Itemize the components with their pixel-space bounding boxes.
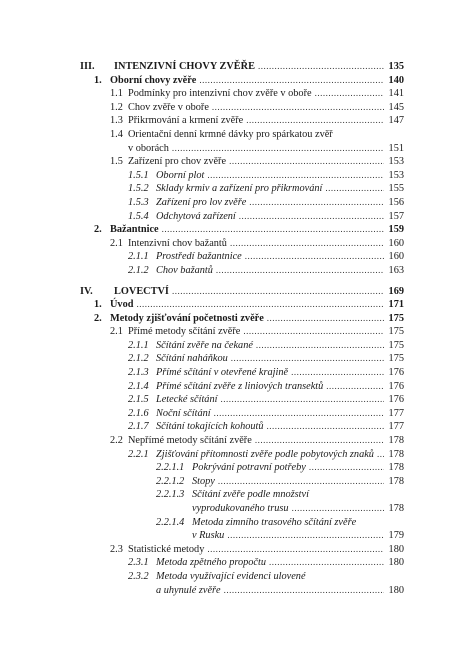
toc-entry-number: 2.2.1.3 (156, 489, 185, 501)
dot-leader (207, 543, 384, 557)
toc-entry[interactable] (80, 516, 404, 530)
dot-leader (214, 407, 384, 421)
toc-entry[interactable] (80, 237, 404, 251)
toc-entry-continuation (80, 502, 404, 516)
toc-page-number: 178 (388, 462, 404, 474)
toc-entry[interactable] (80, 420, 404, 434)
toc-entry-number: 1.5.1 (128, 169, 149, 181)
toc-entry[interactable] (80, 169, 404, 183)
toc-entry-number: 2.1.4 (128, 380, 149, 392)
toc-entry-title-continued: v oborách (128, 142, 169, 154)
dot-leader (229, 155, 384, 169)
toc-entry-number: 2.2.1.1 (156, 462, 185, 474)
toc-entry[interactable] (80, 264, 404, 278)
toc-entry[interactable] (80, 182, 404, 196)
toc-page-number: 159 (388, 224, 404, 236)
toc-entry-number: 1.1 (110, 88, 123, 100)
toc-entry-title-continued: vyprodukovaného trusu (192, 503, 289, 514)
toc-entry[interactable] (80, 285, 404, 299)
toc-entry-title: Metody zjišťování početnosti zvěře (110, 312, 264, 324)
toc-entry-number: III. (80, 61, 95, 72)
toc-entry-number: 2.2.1.2 (156, 475, 185, 487)
toc-entry-title: Sčítání zvěře podle množství (192, 489, 309, 501)
toc-entry-title: Pokrývání potravní potřeby (192, 462, 306, 474)
toc-entry-title: Podmínky pro intenzivní chov zvěře v oboře (128, 88, 312, 100)
toc-page-number: 176 (388, 380, 404, 392)
dot-leader (267, 312, 384, 326)
toc-entry-number: 1.5.4 (128, 210, 149, 222)
toc-page-number: 169 (388, 285, 404, 297)
dot-leader (220, 393, 384, 407)
dot-leader (172, 142, 384, 156)
toc-entry[interactable] (80, 223, 404, 237)
toc-page-number: 176 (388, 367, 404, 379)
toc-entry[interactable] (80, 128, 404, 142)
toc-entry-title: Letecké sčítání (156, 394, 218, 406)
toc-entry-number: IV. (80, 285, 93, 297)
toc-entry[interactable] (80, 155, 404, 169)
toc-page-number: 160 (388, 237, 404, 249)
toc-entry-number: 2. (94, 224, 102, 236)
toc-entry-title-continued: v Rusku (192, 530, 225, 542)
dot-leader (162, 223, 384, 237)
toc-entry-title: Přímé metody sčítání zvěře (128, 326, 241, 338)
toc-page-number: 163 (388, 264, 404, 276)
toc-entry[interactable] (80, 475, 404, 489)
toc-entry-number: 1.5 (110, 156, 123, 168)
toc-page-number: 151 (388, 142, 404, 154)
toc-entry-number: 2.1 (110, 326, 123, 338)
toc-entry-title: Sčítání tokajících kohoutů (156, 421, 264, 433)
dot-leader (224, 584, 384, 598)
toc-entry-number: 2.1.2 (128, 353, 149, 365)
toc-entry[interactable] (80, 325, 404, 339)
toc-entry-title: Zjišťování přítomnosti zvěře podle pobytových znaků (156, 448, 374, 460)
toc-page-number: 147 (388, 115, 404, 127)
toc-entry-title: Noční sčítání (156, 407, 211, 419)
dot-leader (258, 60, 384, 74)
toc-entry-title: Prostředí bažantnice (156, 251, 242, 263)
toc-entry-title: Stopy (192, 475, 215, 487)
toc-entry-number: 2.1.1 (128, 339, 149, 351)
toc-entry[interactable] (80, 543, 404, 557)
toc-entry-title: Intenzivní chov bažantů (128, 237, 227, 249)
dot-leader (256, 339, 384, 353)
toc-entry-title: Metoda využívající evidenci ulovené (156, 570, 306, 582)
toc-entry-number: 2.1 (110, 237, 123, 249)
toc-entry[interactable] (80, 488, 404, 502)
toc-entry-title: Zařízení pro lov zvěře (156, 196, 247, 208)
toc-entry-title: Chov bažantů (156, 264, 213, 276)
dot-leader (267, 420, 384, 434)
toc-page-number: 178 (388, 448, 404, 460)
toc-entry[interactable] (80, 339, 404, 353)
toc-page-number: 177 (388, 421, 404, 433)
dot-leader (292, 502, 384, 516)
toc-entry[interactable] (80, 60, 404, 74)
toc-entry-number: 2.1.3 (128, 367, 149, 379)
toc-entry[interactable] (80, 196, 404, 210)
toc-entry-number: 2.1.7 (128, 421, 149, 433)
toc-entry[interactable] (80, 380, 404, 394)
toc-page-number: 171 (388, 299, 404, 311)
toc-page-number: 180 (388, 543, 404, 555)
toc-page-number: 175 (388, 312, 404, 324)
toc-entry-title: INTENZIVNÍ CHOVY ZVĚŘE (114, 61, 255, 72)
toc-page-number: 178 (388, 435, 404, 447)
toc-page-number: 145 (388, 101, 404, 113)
dot-leader (239, 210, 384, 224)
toc-entry[interactable] (80, 210, 404, 224)
toc-entry-title: Bažantnice (110, 224, 159, 236)
dot-leader (315, 87, 384, 101)
toc-entry-continuation (80, 529, 404, 543)
toc-entry-title: LOVECTVÍ (114, 285, 169, 297)
dot-leader (326, 380, 384, 394)
toc-entry[interactable] (80, 101, 404, 115)
toc-entry[interactable] (80, 461, 404, 475)
toc-entry-number: 2.1.2 (128, 264, 149, 276)
toc-page-number: 157 (388, 210, 404, 222)
dot-leader (245, 250, 384, 264)
toc-entry[interactable] (80, 366, 404, 380)
toc-page-number: 140 (388, 74, 404, 86)
dot-leader (218, 475, 384, 489)
dot-leader (377, 448, 384, 462)
table-of-contents (80, 60, 404, 597)
toc-entry[interactable] (80, 556, 404, 570)
toc-page-number: 180 (388, 557, 404, 569)
toc-entry-title: Sčítání zvěře na čekané (156, 339, 253, 351)
toc-entry-title: Sklady krmiv a zařízení pro přikrmování (156, 183, 323, 195)
toc-entry-title: Nepřímé metody sčítání zvěře (128, 435, 252, 447)
toc-page-number: 179 (388, 530, 404, 542)
dot-leader (249, 196, 384, 210)
toc-page-number: 178 (388, 503, 404, 514)
toc-entry[interactable] (80, 298, 404, 312)
toc-entry-title: Metoda zpětného propočtu (156, 557, 267, 569)
toc-entry-title: Zařízení pro chov zvěře (128, 156, 227, 168)
toc-entry-continuation (80, 142, 404, 156)
dot-leader (199, 74, 384, 88)
toc-entry[interactable] (80, 312, 404, 326)
toc-page-number: 141 (388, 88, 404, 100)
dot-leader (216, 264, 384, 278)
toc-page-number: 175 (388, 339, 404, 351)
toc-entry-number: 1.4 (110, 128, 123, 140)
toc-entry-title: Statistické metody (128, 543, 205, 555)
toc-entry-title: Přikrmování a krmení zvěře (128, 115, 244, 127)
toc-page-number: 176 (388, 394, 404, 406)
dot-leader (269, 556, 384, 570)
toc-entry-number: 2.3.2 (128, 570, 149, 582)
toc-entry[interactable] (80, 250, 404, 264)
toc-entry-title: Úvod (110, 299, 134, 311)
toc-entry[interactable] (80, 114, 404, 128)
dot-leader (291, 366, 384, 380)
toc-entry-title: Metoda zimního trasového sčítání zvěře (192, 516, 357, 528)
toc-entry-number: 2.2 (110, 435, 123, 447)
dot-leader (231, 352, 384, 366)
dot-leader (227, 529, 384, 543)
dot-leader (309, 461, 384, 475)
toc-entry-title: Chov zvěře v oboře (128, 101, 209, 113)
toc-page-number: 180 (388, 584, 404, 596)
toc-page-number: 156 (388, 196, 404, 208)
toc-page-number: 177 (388, 407, 404, 419)
toc-entry-number: 2.2.1.4 (156, 516, 185, 528)
dot-leader (243, 325, 384, 339)
toc-entry[interactable] (80, 352, 404, 366)
dot-leader (212, 101, 384, 115)
toc-entry-number: 1.5.2 (128, 183, 149, 195)
toc-page-number: 178 (388, 475, 404, 487)
toc-entry[interactable] (80, 393, 404, 407)
toc-entry-title-continued: a uhynulé zvěře (156, 584, 221, 596)
toc-entry-continuation (80, 584, 404, 598)
dot-leader (325, 182, 384, 196)
dot-leader (230, 237, 384, 251)
toc-entry-number: 2.3.1 (128, 557, 149, 569)
toc-entry-title: Přímé sčítání zvěře z liniových transektů (156, 380, 324, 392)
toc-entry[interactable] (80, 434, 404, 448)
toc-entry-number: 1.2 (110, 101, 123, 113)
toc-entry-number: 2.2.1 (128, 448, 149, 460)
toc-entry-number: 1.3 (110, 115, 123, 127)
toc-page-number: 153 (388, 169, 404, 181)
toc-entry-title: Oborní plot (156, 169, 205, 181)
toc-page-number: 160 (388, 251, 404, 263)
toc-entry[interactable] (80, 87, 404, 101)
toc-entry-title: Oborní chovy zvěře (110, 74, 197, 86)
toc-entry-number: 1.5.3 (128, 196, 149, 208)
toc-entry-number: 2. (94, 312, 102, 324)
toc-entry[interactable] (80, 570, 404, 584)
toc-entry-number: 2.1.6 (128, 407, 149, 419)
toc-entry[interactable] (80, 448, 404, 462)
toc-entry-number: 1. (94, 74, 102, 86)
toc-entry-number: 2.3 (110, 543, 123, 555)
toc-entry-title: Přímé sčítání v otevřené krajině (156, 367, 289, 379)
dot-leader (246, 114, 384, 128)
dot-leader (136, 298, 384, 312)
toc-page-number: 135 (388, 61, 404, 72)
toc-entry-title: Orientační denní krmné dávky pro spárkatou zvěř (128, 128, 333, 140)
toc-entry-title: Sčítání naháňkou (156, 353, 228, 365)
dot-leader (172, 285, 384, 299)
toc-entry[interactable] (80, 74, 404, 88)
toc-entry-number: 2.1.1 (128, 251, 149, 263)
toc-entry[interactable] (80, 407, 404, 421)
toc-page-number: 153 (388, 156, 404, 168)
toc-page-number: 155 (388, 183, 404, 195)
toc-entry-number: 2.1.5 (128, 394, 149, 406)
toc-page-number: 175 (388, 353, 404, 365)
toc-page-number: 175 (388, 326, 404, 338)
dot-leader (255, 434, 384, 448)
toc-entry-number: 1. (94, 299, 102, 311)
dot-leader (207, 169, 384, 183)
toc-entry-title: Odchytová zařízení (156, 210, 236, 222)
